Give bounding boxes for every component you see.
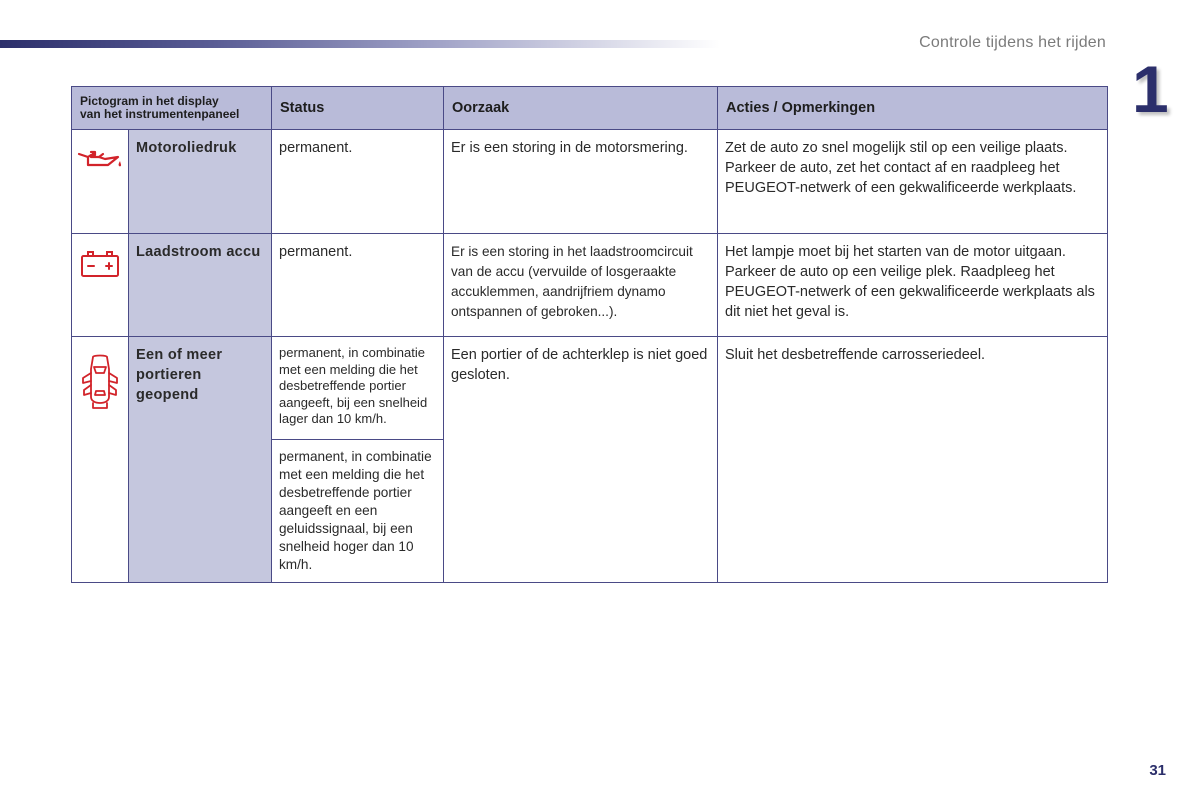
header-pictogram-line1: Pictogram in het display (80, 94, 219, 108)
row-actions: Sluit het desbetreffende carrosseriedeel. (718, 337, 1108, 583)
table-row (72, 337, 1108, 440)
icon-cell (72, 337, 129, 583)
row-cause: Er is een storing in het laadstroomcircuit van de accu (vervuilde of losgeraakte accuklemmen, aandrijfriem dynamo ontspannen of gebroken...). (444, 234, 718, 337)
table-row (72, 234, 1108, 337)
header-gradient-rule (0, 40, 720, 48)
table-row (72, 130, 1108, 234)
row-status-low-speed: permanent, in combinatie met een melding die het desbetreffende portier aangeeft, bij een snelheid lager dan 10 km/h. (272, 337, 444, 440)
header-actions: Acties / Opmerkingen (718, 87, 1108, 130)
row-cause: Er is een storing in de motorsmering. (444, 130, 718, 234)
table-header-row (72, 87, 1108, 130)
warning-lights-table (71, 86, 1108, 583)
page-number: 31 (1149, 762, 1166, 779)
chapter-number: 1 (1132, 52, 1169, 126)
row-status-high-speed: permanent, in combinatie met een melding die het desbetreffende portier aangeeft en een geluidssignaal, bij een snelheid hoger dan 10 km/h. (272, 440, 444, 583)
icon-cell (72, 130, 129, 234)
section-title: Controle tijdens het rijden (919, 34, 1106, 51)
icon-cell (72, 234, 129, 337)
battery-icon (74, 250, 126, 278)
car-doors-open-icon (74, 353, 126, 411)
row-name: Een of meer portieren geopend (129, 337, 272, 583)
row-name: Motoroliedruk (129, 130, 272, 234)
header-pictogram-line2: van het instrumentenpaneel (80, 107, 240, 121)
row-status: permanent. (272, 234, 444, 337)
row-actions: Het lampje moet bij het starten van de motor uitgaan. Parkeer de auto op een veilige plek. Raadpleeg het PEUGEOT-netwerk of een gekwalificeerde werkplaats als dit niet het geval is. (718, 234, 1108, 337)
oil-can-icon (74, 146, 126, 172)
header-pictogram (72, 87, 272, 130)
row-status: permanent. (272, 130, 444, 234)
row-name: Laadstroom accu (129, 234, 272, 337)
row-actions: Zet de auto zo snel mogelijk stil op een veilige plaats. Parkeer de auto, zet het contact af en raadpleeg het PEUGEOT-netwerk of een gekwalificeerde werkplaats. (718, 130, 1108, 234)
header-cause: Oorzaak (444, 87, 718, 130)
header-status: Status (272, 87, 444, 130)
row-cause: Een portier of de achterklep is niet goed gesloten. (444, 337, 718, 583)
